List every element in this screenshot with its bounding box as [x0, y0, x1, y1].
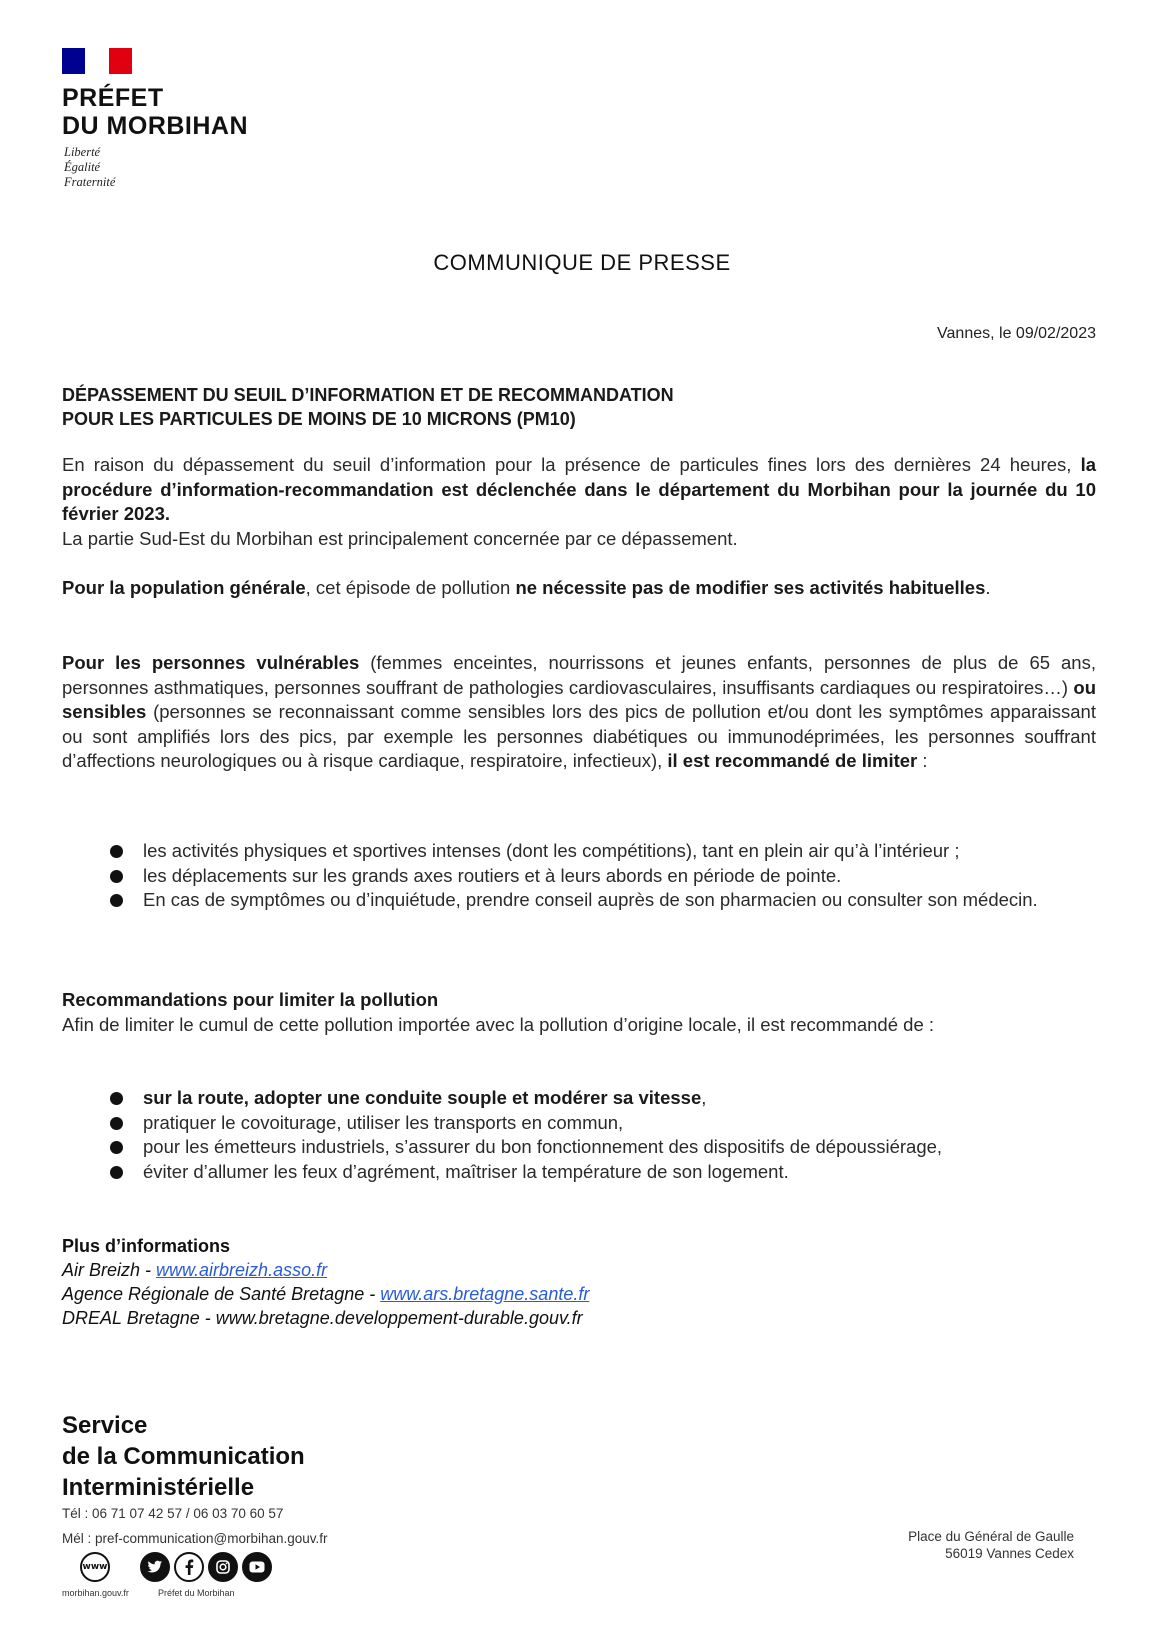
more-info-title: Plus d’informations — [62, 1236, 231, 1256]
list-item: les activités physiques et sportives intenses (dont les compétitions), tant en plein air qu’à l’intérieur ; — [110, 839, 1096, 864]
limitations-list — [110, 839, 1096, 913]
list-item: En cas de symptômes ou d’inquiétude, prendre conseil auprès de son pharmacien ou consulter son médecin. — [110, 888, 1096, 913]
recommendations-title: Recommandations pour limiter la pollution — [62, 989, 439, 1010]
airbreizh-link[interactable]: www.airbreizh.asso.fr — [156, 1260, 328, 1280]
ars-bretagne-link[interactable]: www.ars.bretagne.sante.fr — [380, 1284, 590, 1304]
press-release-title: COMMUNIQUE DE PRESSE — [433, 250, 731, 275]
devise-republicaine: Liberté Égalité Fraternité — [64, 145, 116, 189]
list-item: pratiquer le covoiturage, utiliser les transports en commun, — [110, 1111, 1096, 1136]
twitter-icon[interactable] — [140, 1552, 170, 1582]
recommendations-section: Recommandations pour limiter la pollution Afin de limiter le cumul de cette pollution importée avec la pollution d’origine locale, il est recommandé de : — [62, 989, 935, 1035]
instagram-icon[interactable] — [208, 1552, 238, 1582]
list-item: sur la route, adopter une conduite souple et modérer sa vitesse, — [110, 1086, 1096, 1111]
dreal-line: DREAL Bretagne - www.bretagne.developpement-durable.gouv.fr — [62, 1308, 583, 1328]
date-line: Vannes, le 09/02/2023 — [937, 325, 1096, 342]
social-icons — [140, 1552, 272, 1582]
paragraph-vulnerable-persons: Pour les personnes vulnérables (femmes enceintes, nourrissons et jeunes enfants, personnes de plus de 65 ans, personnes asthmatiques, personnes souffrant de pathologies cardiovasculaires, insuffisants cardiaques ou respiratoires…) ou sensibles (personnes se reconnaissant comme sensibles lors des pics de pollution et/ou dont les symptômes apparaissant ou sont amplifiés lors des pics, par exemple les personnes diabétiques ou immunodéprimées, les personnes souffrant d’affections neurologiques ou à risque cardiaque, respiratoire, infectieux), il est recommandé de limiter : — [62, 652, 1096, 771]
list-item: éviter d’allumer les feux d’agrément, maîtriser la température de son logement. — [110, 1160, 1096, 1185]
headline: DÉPASSEMENT DU SEUIL D’INFORMATION ET DE RECOMMANDATION POUR LES PARTICULES DE MOINS DE 10 MICRONS (PM10) — [62, 385, 674, 429]
prefet-wordmark: PRÉFET DU MORBIHAN — [62, 84, 249, 140]
postal-address: Place du Général de Gaulle 56019 Vannes Cedex — [908, 1529, 1074, 1561]
website-caption: morbihan.gouv.fr — [62, 1588, 129, 1598]
email-line: Mél : pref-communication@morbihan.gouv.fr — [62, 1531, 328, 1546]
recommendations-list — [110, 1086, 1096, 1184]
marianne-flag-logo — [62, 48, 132, 74]
paragraph-general-population: Pour la population générale, cet épisode de pollution ne nécessite pas de modifier ses activités habituelles. — [62, 577, 991, 598]
www-icon[interactable]: www — [80, 1552, 110, 1582]
list-item: pour les émetteurs industriels, s’assurer du bon fonctionnement des dispositifs de dépoussiérage, — [110, 1135, 1096, 1160]
service-name: Service de la Communication Interministérielle — [62, 1412, 305, 1501]
facebook-icon[interactable] — [174, 1552, 204, 1582]
website-icon-group — [80, 1552, 110, 1582]
list-item: les déplacements sur les grands axes routiers et à leurs abords en période de pointe. — [110, 864, 1096, 889]
paragraph-intro: En raison du dépassement du seuil d’information pour la présence de particules fines lors des dernières 24 heures, la procédure d’information-recommandation est déclenchée dans le département du Morbihan pour la journée du 10 février 2023. La partie Sud-Est du Morbihan est principalement concernée par ce dépassement. — [62, 454, 1096, 549]
phone-line: Tél : 06 71 07 42 57 / 06 03 70 60 57 — [62, 1506, 284, 1521]
more-info-section: Plus d’informations Air Breizh - www.airbreizh.asso.fr Agence Régionale de Santé Bretagne - www.ars.bretagne.sante.fr DREAL Bretagne - www.bretagne.developpement-durable.gouv.fr — [62, 1236, 590, 1328]
youtube-icon[interactable] — [242, 1552, 272, 1582]
social-caption: Préfet du Morbihan — [158, 1588, 235, 1598]
